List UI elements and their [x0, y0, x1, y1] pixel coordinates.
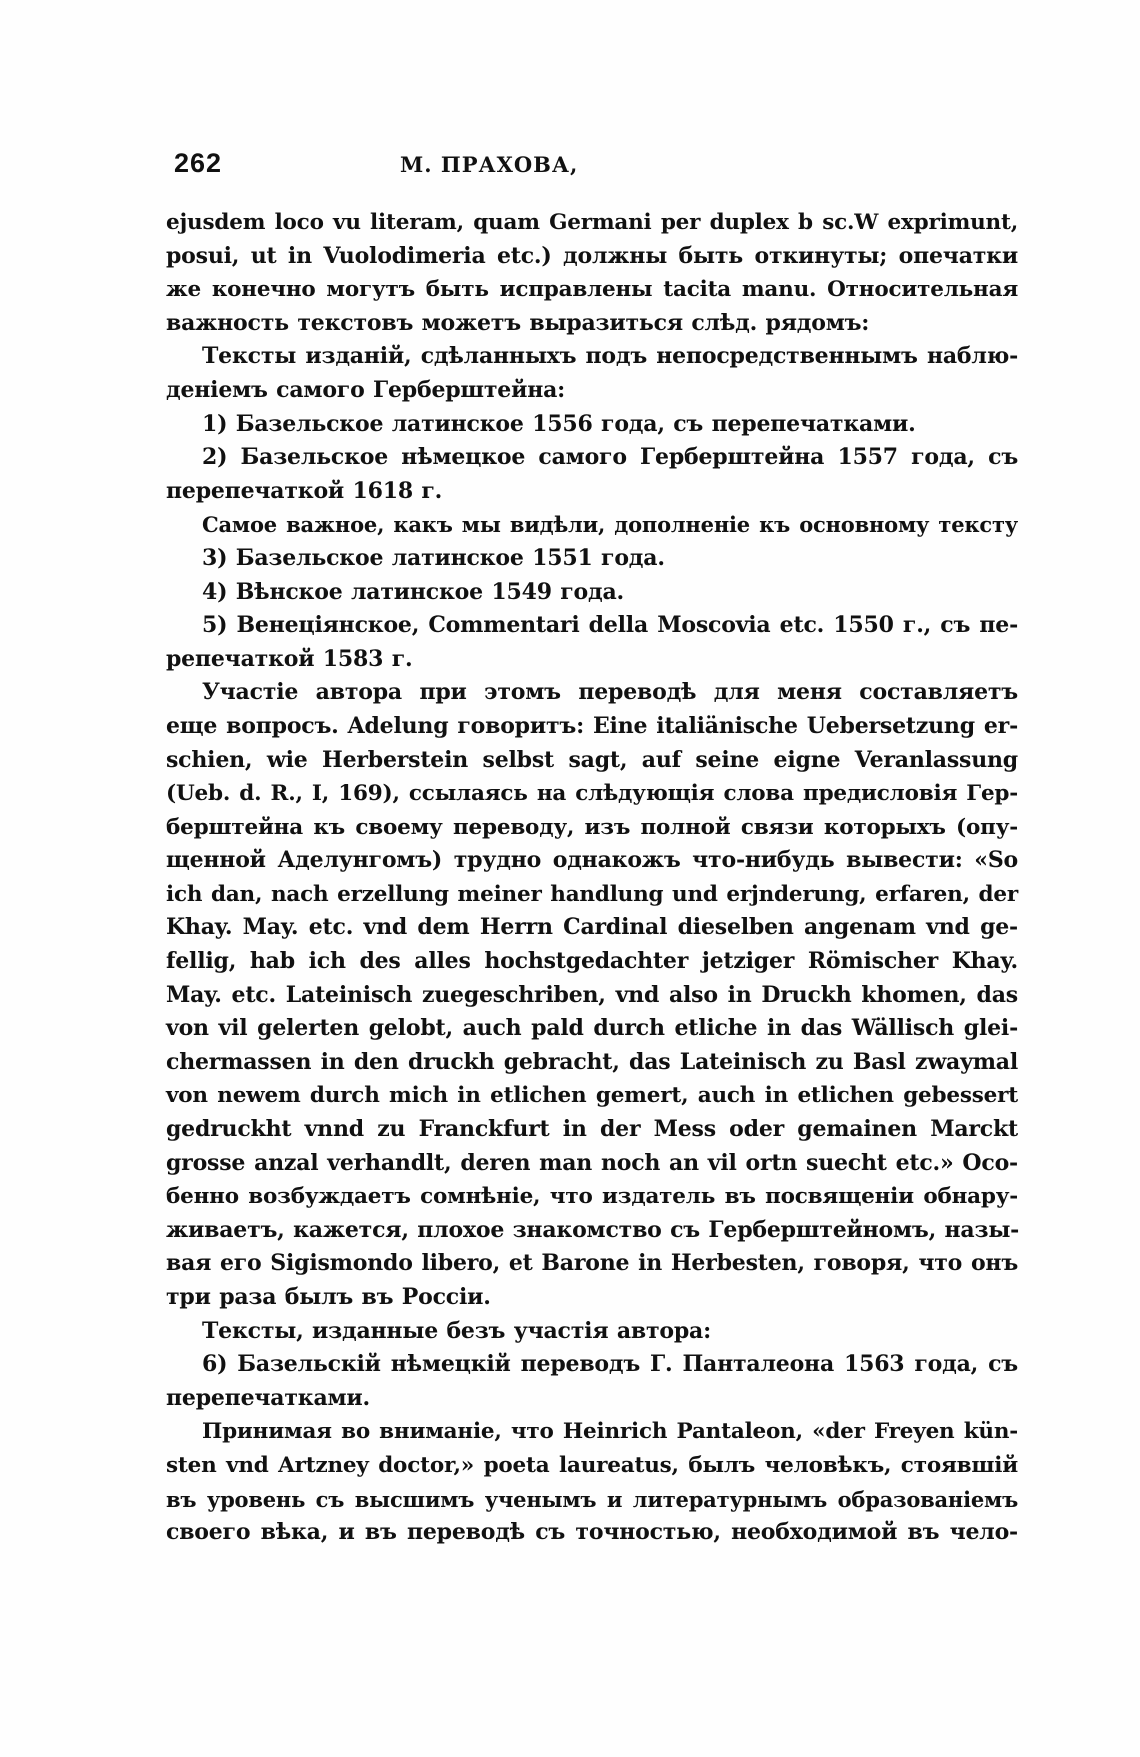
text-line: 2) Базельское нѣмецкое самого Герберштейна 1557 года, съ — [202, 444, 1018, 471]
text-line: 6) Базельскій нѣмецкій переводъ Г. Панталеона 1563 года, съ — [202, 1351, 1018, 1378]
text-line: еще вопросъ. Adelung говоритъ: Eine italiänische Uebersetzung er- — [166, 712, 1018, 739]
text-line: важность текстовъ можетъ выразиться слѣд. рядомъ: — [166, 309, 870, 336]
text-line: gedruckht vnnd zu Franckfurt in der Mess oder gemainen Marckt — [166, 1116, 1018, 1143]
running-head — [166, 148, 1018, 188]
text-line: 1) Базельское латинское 1556 года, съ перепечатками. — [202, 410, 916, 437]
text-line: Khay. May. etc. vnd dem Herrn Cardinal dieselben angenam vnd ge- — [166, 914, 1018, 941]
text-line: 3) Базельское латинское 1551 года. — [202, 544, 665, 571]
text-line: 4) Вѣнское латинское 1549 года. — [202, 578, 625, 605]
text-line: grosse anzal verhandlt, deren man noch an vil ortn suecht etc.» Осо- — [166, 1149, 1018, 1176]
text-line: перепечатками. — [166, 1384, 370, 1411]
text-line: Самое важное, какъ мы видѣли, дополненіе къ основному тексту — [202, 512, 1018, 538]
text-line: fellig, hab ich des alles hochstgedachter jetziger Römischer Khay. — [166, 948, 1018, 975]
text-line: три раза былъ въ Россіи. — [166, 1284, 491, 1310]
text-line: живаетъ, кажется, плохое знакомство съ Герберштейномъ, назы- — [166, 1216, 1020, 1243]
text-line: деніемъ самого Герберштейна: — [166, 376, 566, 403]
running-title: М. ПРАХОВА, — [400, 152, 579, 177]
text-line: sten vnd Artzney doctor,» poeta laureatus, былъ человѣкъ, стоявшій — [166, 1452, 1018, 1478]
text-line: репечаткой 1583 г. — [166, 645, 413, 672]
text-line: Принимая во вниманіе, что Heinrich Pantaleon, «der Freyen kün- — [202, 1419, 1018, 1445]
text-line: von vil gelerten gelobt, auch pald durch etliche in das Wällisch glei- — [166, 1015, 1018, 1042]
text-line: своего вѣка, и въ переводѣ съ точностью, необходимой въ чело- — [166, 1519, 1018, 1546]
text-line: въ уровень съ высшимъ ученымъ и литературнымъ образованіемъ — [166, 1486, 1018, 1512]
text-line: же конечно могутъ быть исправлены tacita manu. Относительная — [166, 277, 1018, 303]
text-line: ejusdem loco vu literam, quam Germani per duplex b sc.W exprimunt, — [166, 210, 1018, 235]
text-line: Участіе автора при этомъ переводѣ для меня составляетъ — [202, 679, 1018, 706]
text-line: Тексты изданій, сдѣланныхъ подъ непосредственнымъ наблю- — [202, 343, 1018, 370]
text-line: May. etc. Lateinisch zuegeschriben, vnd also in Druckh khomen, das — [166, 981, 1018, 1008]
text-line: ich dan, nach erzellung meiner handlung und erjnderung, erfaren, der — [166, 881, 1018, 907]
text-line: берштейна къ своему переводу, изъ полной связи которыхъ (опу- — [166, 814, 1018, 840]
text-line: Тексты, изданные безъ участія автора: — [202, 1317, 712, 1344]
text-line: (Ueb. d. R., I, 169), ссылаясь на слѣдующія слова предисловія Гер- — [166, 781, 1018, 807]
text-line: 5) Венеціянское, Commentari della Moscovia etc. 1550 г., съ пе- — [202, 612, 1018, 639]
text-line: перепечаткой 1618 г. — [166, 477, 443, 504]
text-line: бенно возбуждаетъ сомнѣніе, что издатель въ посвященіи обнару- — [166, 1184, 1018, 1210]
page-number: 262 — [174, 148, 223, 178]
text-line: posui, ut in Vuolodimeria etc.) должны быть откинуты; опечатки — [166, 242, 1018, 269]
text-line: von newem durch mich in etlichen gemert, auch in etlichen gebessert — [166, 1083, 1018, 1109]
text-line: schien, wie Herberstein selbst sagt, auf seine eigne Veranlassung — [166, 746, 1018, 773]
body-text — [166, 206, 1018, 1550]
text-line: вая его Sigismondo libero, et Barone in Herbesten, говоря, что онъ — [166, 1250, 1018, 1277]
text-line: chermassen in den druckh gebracht, das Lateinisch zu Basl zwaymal — [166, 1048, 1018, 1075]
text-line: щенной Аделунгомъ) трудно однакожъ что-нибудь вывести: «So — [166, 847, 1018, 874]
